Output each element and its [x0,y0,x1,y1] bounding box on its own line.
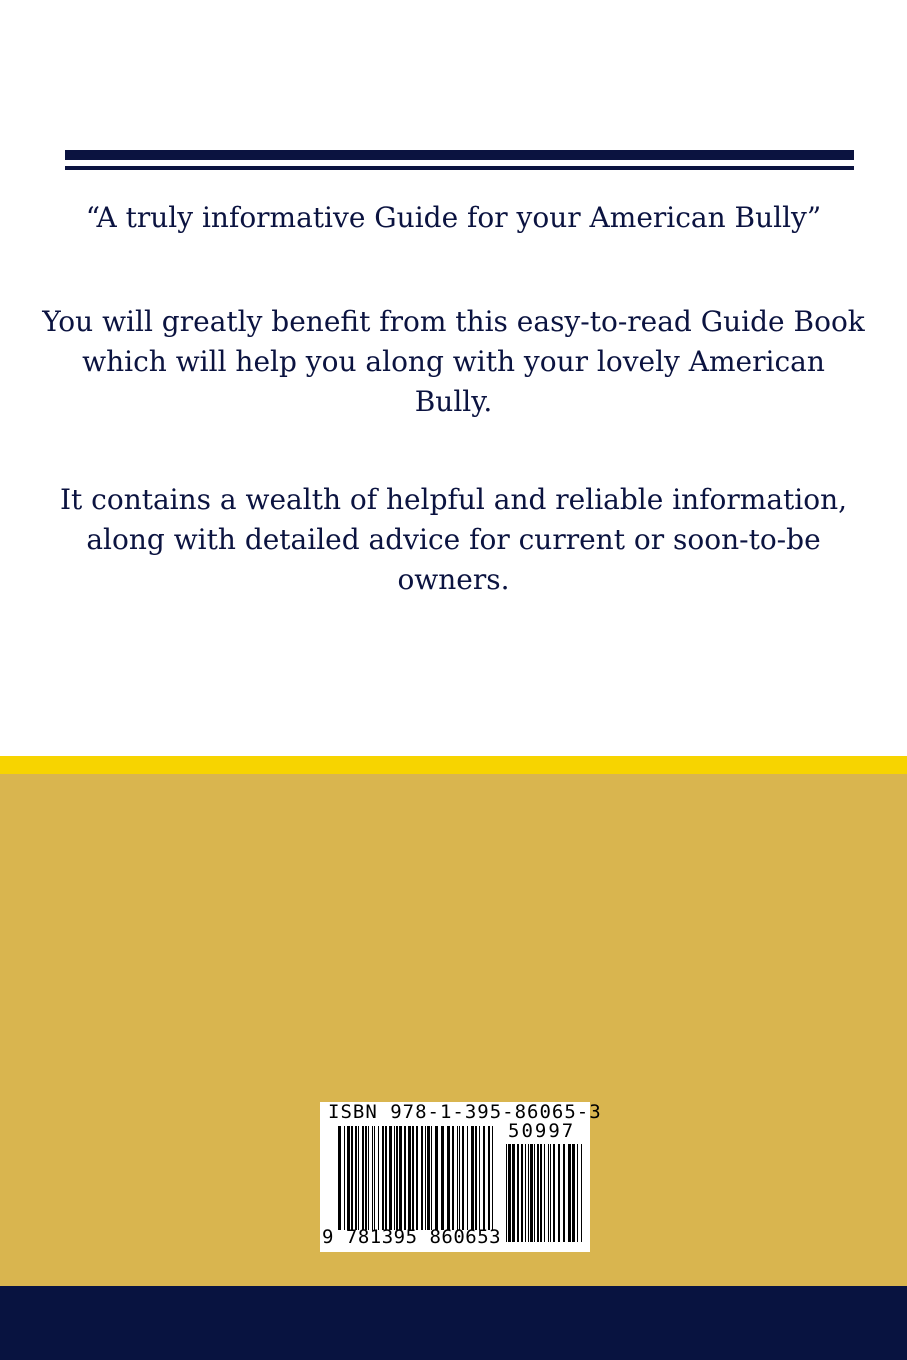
barcode-bar [365,1126,367,1230]
barcode-bar [581,1144,582,1242]
barcode-bar [492,1126,493,1230]
barcode-bar [351,1126,353,1230]
barcode-bar [358,1126,359,1230]
barcode-bar [479,1126,480,1230]
barcode-bar [534,1144,535,1242]
header-rule-thick [65,150,854,160]
barcode-bar [572,1144,575,1242]
barcode-bar [452,1126,454,1230]
barcode-bar [362,1126,364,1230]
barcode-bar [462,1126,464,1230]
barcode-bar [368,1126,369,1230]
barcode-bar [558,1144,560,1242]
barcode-bar [508,1144,511,1242]
barcode-bar [488,1126,490,1230]
barcode-bar [459,1126,460,1230]
barcode-bar [378,1126,379,1230]
barcode-bar [338,1126,341,1230]
barcode-bar [385,1126,387,1230]
barcode-bar [525,1144,526,1242]
barcode-bar [431,1126,432,1230]
barcode-bar [344,1126,345,1230]
barcode-label [320,1101,602,1252]
barcode-bar [447,1126,450,1230]
header-rule-thin [65,166,854,170]
barcode-bar [389,1126,392,1230]
description-paragraph-1: You will greatly benefit from this easy-to-read Guide Book which will help you along with your lovely American Bully. [42,305,865,418]
barcode-bar [399,1126,402,1230]
barcode-bar [372,1126,373,1230]
barcode-bar [528,1144,529,1242]
barcode-bar [471,1126,474,1230]
barcode-bar [404,1126,406,1230]
barcode-bar [544,1144,545,1242]
barcode-bar [408,1126,411,1230]
barcode-bar [355,1126,357,1230]
barcode-bar [425,1126,426,1230]
barcode-bar [521,1144,523,1242]
barcode-bar [427,1126,430,1230]
barcode-bar [563,1144,565,1242]
barcode-bar [374,1126,375,1230]
barcode-bar [548,1144,549,1242]
description-paragraph-2: It contains a wealth of helpful and reliable information, along with detailed advice for current or soon-to-be owners. [59,483,848,596]
yellow-accent-stripe [0,756,907,774]
barcode-bar [512,1144,515,1242]
barcode-bar [553,1144,555,1242]
barcode-bar [441,1126,444,1230]
tagline-quote: “A truly informative Guide for your American Bully” [85,201,822,234]
barcode-bar [550,1144,551,1242]
barcode-bar [540,1144,542,1242]
barcode-bar [467,1126,468,1230]
barcode-bar [537,1144,539,1242]
barcode-bar [568,1144,571,1242]
isbn-number: ISBN 978-1-395-86065-3 [328,1101,602,1123]
navy-footer-band [0,1286,907,1360]
barcode-bar [506,1144,507,1242]
barcode-bar [577,1144,578,1242]
ean-number: 9 781395 860653 [322,1226,502,1248]
barcode-bar [435,1126,438,1230]
barcode-bar [421,1126,423,1230]
barcode-bar [475,1126,477,1230]
barcode-bar [396,1126,398,1230]
barcode-bar [457,1126,458,1230]
barcode-bar [347,1126,350,1230]
barcode-bar [530,1144,533,1242]
barcode-bar [412,1126,414,1230]
barcode-bar [517,1144,519,1242]
barcode-bar [416,1126,418,1230]
barcode-bar [382,1126,384,1230]
barcode-bar [483,1126,485,1230]
barcode-bar [394,1126,395,1230]
price-addon-number: 50997 [508,1120,576,1142]
